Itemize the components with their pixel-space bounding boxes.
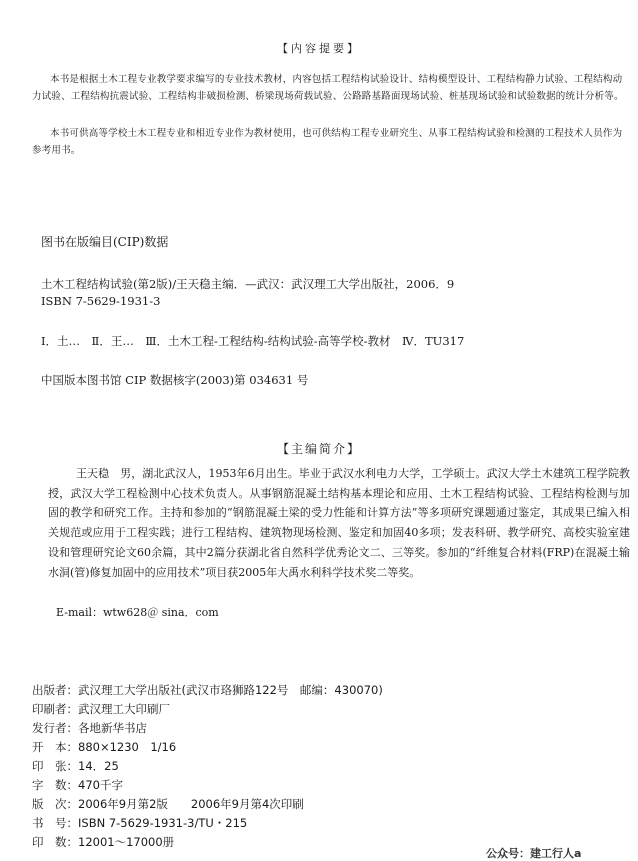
pub-sheets: 印 张：14．25 [32,759,119,773]
wechat-watermark: 公众号：建工行人a [486,847,582,860]
pub-printer: 印刷者：武汉理工大印刷厂 [32,702,170,716]
abstract-paragraph-1: 本书是根据土木工程专业教学要求编写的专业技术教材，内容包括工程结构试验设计、结构模型设计、工程结构静力试验、工程结构动力试验、工程结构抗震试验、工程结构非破损检测、桥梁现场荷载试验、公路路基路面现场试验、桩基现场试验和试验数据的统计分析等。 [32,74,624,102]
cip-record-line: 中国版本图书馆 CIP 数据核字(2003)第 034631 号 [41,373,309,387]
cip-title-line: 土木工程结构试验(第2版)/王天稳主编．—武汉：武汉理工大学出版社，2006．9 [41,277,455,291]
abstract-paragraph-2: 本书可供高等学校土木工程专业和相近专业作为教材使用，也可供结构工程专业研究生、从事工程结构试验和检测的工程技术人员作为参考用书。 [32,128,623,156]
bio-email: E-mail：wtw628＠ sina．com [56,606,219,619]
bio-text: 王天稳 男，湖北武汉人，1953年6月出生。毕业于武汉水利电力大学，工学硕士。武汉大学土木建筑工程学院教授，武汉大学工程检测中心技术负责人。从事钢筋混凝土结构基本理论和应用、土木工程结构试验、工程结构检测与加固的教学和研究工作。主持和参加的“钢筋混凝土梁的受力性能和计算方法”等多项研究课题通过鉴定，其成果已编入相关规范或应用于工程实践；进行工程结构、建筑物现场检测、鉴定和加固40多项；发表科研、教学研究、高校实验室建设和管理研究论文60余篇，其中2篇分获湖北省自然科学优秀论文二、三等奖。参加的“纤维复合材料(FRP)在混凝土输水洞(管)修复加固中的应用技术”项目获2005年大禹水利科学技术奖二等奖。 [48,467,630,579]
bio-heading: 【主编简介】 [276,442,361,456]
pub-format: 开 本：880×1230 1/16 [32,740,177,754]
pub-edition: 版 次：2006年9月第2版 2006年9月第4次印刷 [32,797,304,811]
abstract-title: 【内容提要】 [277,42,361,55]
pub-distributor: 发行者：各地新华书店 [32,721,147,735]
pub-book-number: 书 号：ISBN 7-5629-1931-3/TU・215 [32,816,248,830]
pub-print-run: 印 数：12001～17000册 [32,835,175,849]
pub-word-count: 字 数：470千字 [32,778,123,792]
cip-heading: 图书在版编目(CIP)数据 [41,235,169,249]
cip-classification-line: Ⅰ．土… Ⅱ．王… Ⅲ．土木工程-工程结构-结构试验-高等学校-教材 Ⅳ．TU317 [41,334,465,348]
cip-isbn-line: ISBN 7-5629-1931-3 [41,294,161,308]
pub-publisher: 出版者：武汉理工大学出版社(武汉市珞狮路122号 邮编：430070) [32,683,383,697]
